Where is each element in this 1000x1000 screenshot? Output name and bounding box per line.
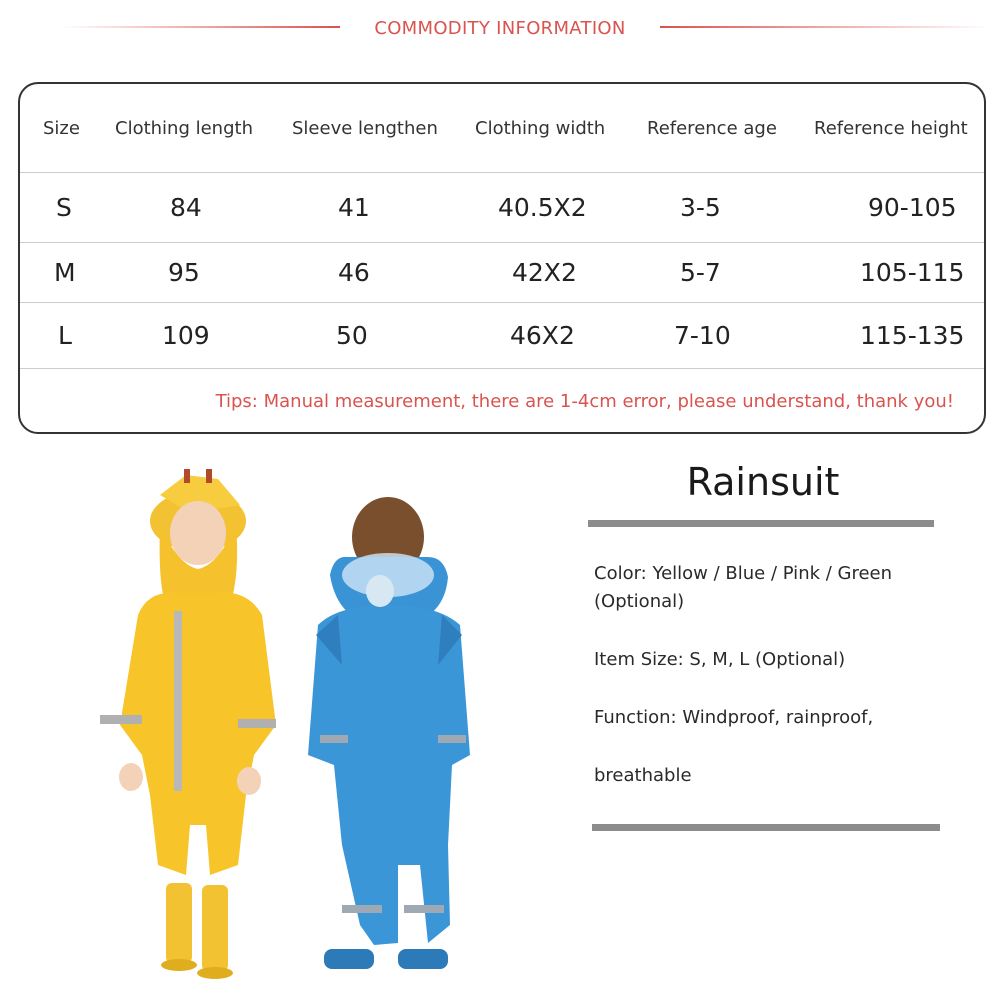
column-header-size: Size	[43, 117, 80, 139]
size-spec: Item Size: S, M, L (Optional)	[594, 649, 846, 670]
header-line-right	[660, 26, 990, 28]
cell-reference-height: 90-105	[868, 192, 957, 222]
color-spec: Color: Yellow / Blue / Pink / Green	[594, 563, 893, 584]
product-title: Rainsuit	[686, 460, 840, 504]
cell-size: S	[56, 192, 72, 222]
cell-clothing-length: 84	[170, 192, 202, 222]
cell-reference-height: 115-135	[860, 320, 965, 350]
table-row	[20, 242, 984, 302]
column-header-reference-height: Reference height	[814, 117, 968, 139]
column-header-clothing-length: Clothing length	[115, 117, 253, 139]
cell-clothing-width: 42X2	[512, 257, 577, 287]
column-header-sleeve-length: Sleeve lengthen	[292, 117, 438, 139]
cell-clothing-width: 40.5X2	[498, 192, 587, 222]
table-row	[20, 302, 984, 368]
color-spec-optional: (Optional)	[594, 591, 685, 612]
product-photo	[98, 465, 488, 985]
cell-clothing-width: 46X2	[510, 320, 575, 350]
column-header-clothing-width: Clothing width	[475, 117, 606, 139]
measurement-tip: Tips: Manual measurement, there are 1-4cm error, please understand, thank you!	[215, 390, 954, 412]
cell-reference-age: 3-5	[680, 192, 721, 222]
cell-reference-age: 5-7	[680, 257, 721, 287]
cell-size: M	[54, 257, 76, 287]
size-table	[18, 82, 986, 434]
section-title: COMMODITY INFORMATION	[374, 18, 626, 39]
table-row	[20, 172, 984, 242]
cell-sleeve-length: 46	[338, 257, 370, 287]
cell-clothing-length: 95	[168, 257, 200, 287]
cell-size: L	[58, 320, 72, 350]
title-divider	[588, 520, 934, 527]
cell-reference-height: 105-115	[860, 257, 965, 287]
table-header-row	[20, 84, 984, 172]
function-spec: Function: Windproof, rainproof,	[594, 707, 874, 728]
blue-rainsuit-child	[308, 497, 470, 969]
cell-sleeve-length: 41	[338, 192, 370, 222]
cell-clothing-length: 109	[162, 320, 210, 350]
bottom-divider	[592, 824, 940, 831]
header-line-left	[60, 26, 340, 28]
function-spec-continued: breathable	[594, 765, 692, 786]
cell-reference-age: 7-10	[674, 320, 731, 350]
tip-row	[20, 368, 984, 434]
column-header-reference-age: Reference age	[647, 117, 777, 139]
yellow-rainsuit-child	[100, 469, 276, 979]
cell-sleeve-length: 50	[336, 320, 368, 350]
